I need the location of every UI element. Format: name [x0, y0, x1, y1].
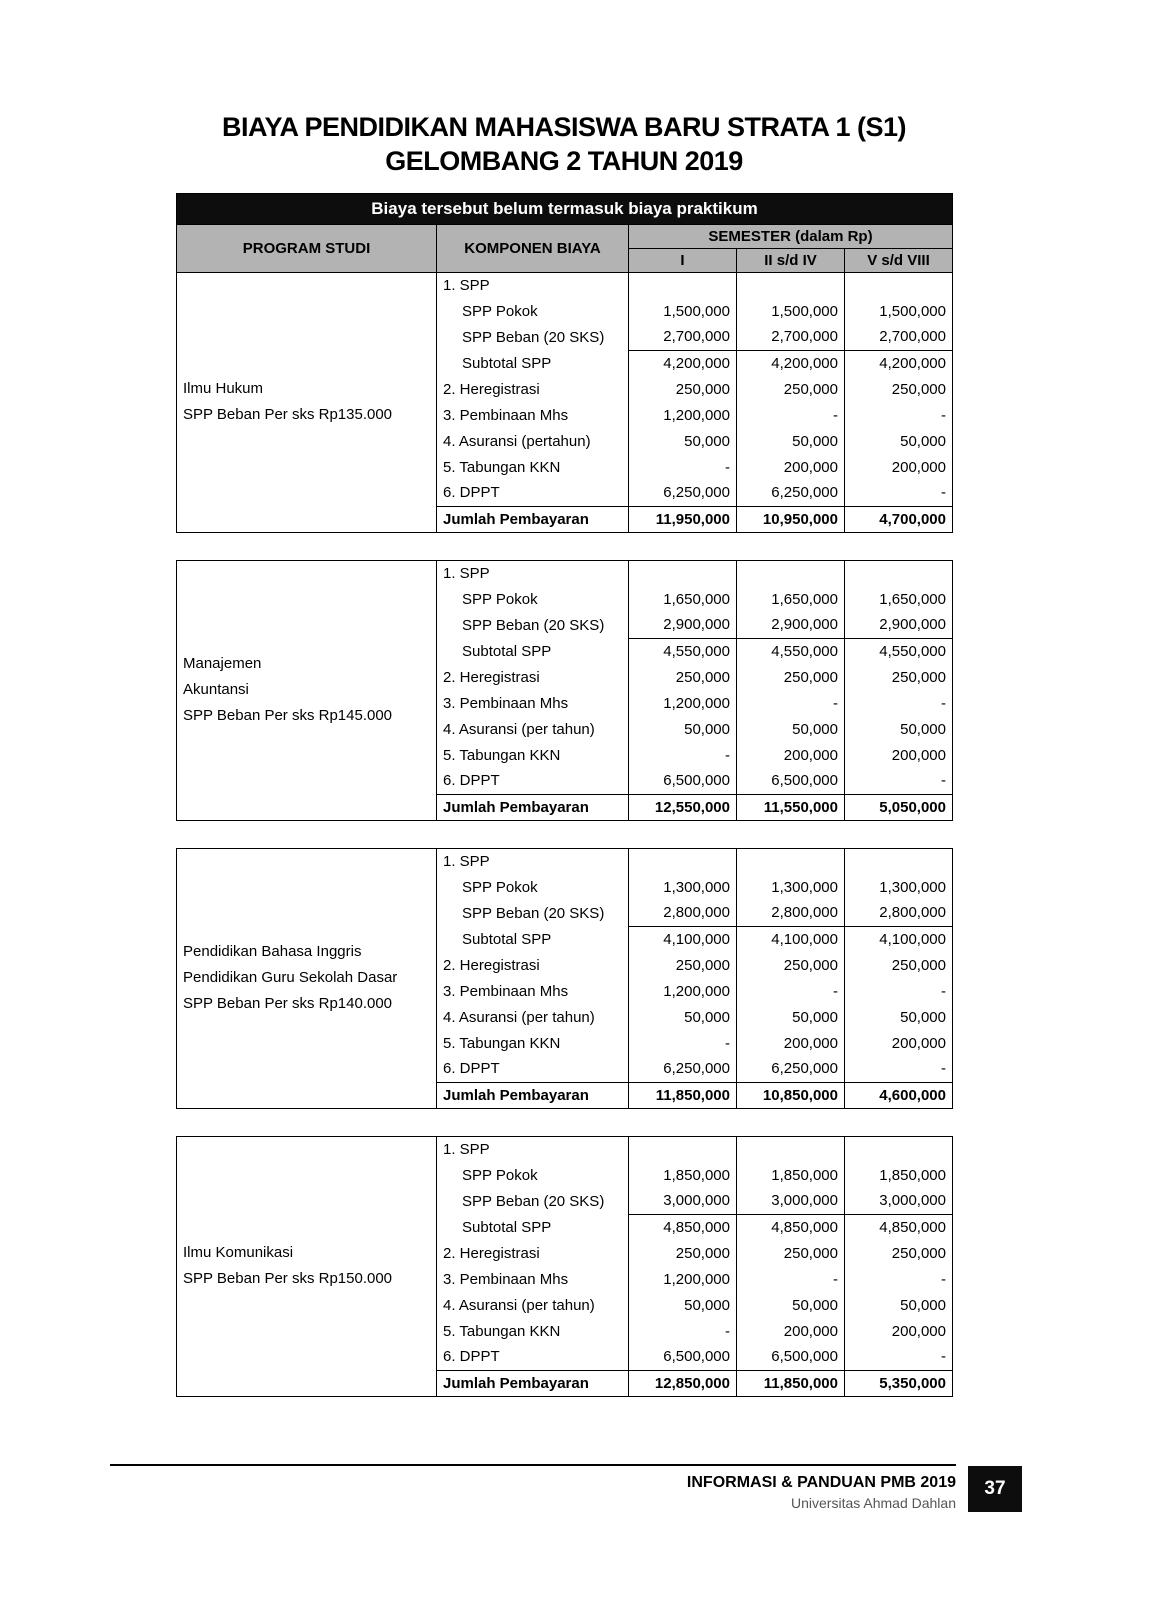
semester-value: [737, 272, 845, 298]
semester-value: -: [737, 690, 845, 716]
semester-value: -: [845, 768, 953, 794]
semester-value: 1,200,000: [629, 1266, 737, 1292]
semester-value: 12,550,000: [629, 794, 737, 820]
semester-value: 4,600,000: [845, 1082, 953, 1108]
semester-value: -: [629, 454, 737, 480]
semester-value: 250,000: [737, 952, 845, 978]
semester-value: 50,000: [629, 1004, 737, 1030]
semester-value: -: [629, 1030, 737, 1056]
komponen-label: Jumlah Pembayaran: [443, 510, 589, 528]
semester-value: -: [629, 742, 737, 768]
semester-value: [845, 560, 953, 586]
page-title: [176, 110, 952, 178]
program-name: Ilmu Komunikasi: [183, 1244, 294, 1261]
program-name: SPP Beban Per sks Rp150.000: [183, 1270, 393, 1287]
semester-value: 2,700,000: [629, 324, 737, 350]
komponen-label: SPP Pokok: [462, 1166, 538, 1184]
komponen-label: 3. Pembinaan Mhs: [443, 982, 569, 1000]
komponen-label: SPP Beban (20 SKS): [462, 328, 605, 346]
footer-divider: [110, 1464, 956, 1466]
semester-value: 50,000: [737, 428, 845, 454]
semester-value: 4,550,000: [737, 638, 845, 664]
semester-value: 1,200,000: [629, 978, 737, 1004]
semester-value: 250,000: [629, 376, 737, 402]
semester-value: [737, 560, 845, 586]
program-studi-cell: [177, 848, 437, 1108]
komponen-label: 5. Tabungan KKN: [443, 458, 561, 476]
page-title-line1: BIAYA PENDIDIKAN MAHASISWA BARU STRATA 1 (S1): [221, 112, 907, 142]
semester-value: 1,500,000: [845, 298, 953, 324]
komponen-label: 3. Pembinaan Mhs: [443, 1270, 569, 1288]
semester-value: 50,000: [737, 1292, 845, 1318]
semester-value: 6,250,000: [737, 1056, 845, 1082]
komponen-label: 1. SPP: [443, 852, 490, 870]
semester-value: 6,500,000: [629, 1344, 737, 1370]
semester-value: 3,000,000: [629, 1188, 737, 1214]
semester-value: 1,850,000: [845, 1162, 953, 1188]
komponen-label: 2. Heregistrasi: [443, 1244, 540, 1262]
semester-value: 2,900,000: [845, 612, 953, 638]
semester-value: 4,100,000: [845, 926, 953, 952]
page-title-line2: GELOMBANG 2 TAHUN 2019: [385, 146, 743, 176]
semester-value: [629, 272, 737, 298]
semester-value: 4,850,000: [629, 1214, 737, 1240]
fee-row: [177, 560, 953, 586]
semester-value: 1,200,000: [629, 690, 737, 716]
komponen-label: Subtotal SPP: [462, 1218, 552, 1236]
semester-value: 250,000: [629, 664, 737, 690]
semester-value: [737, 1136, 845, 1162]
semester-value: 6,250,000: [629, 1056, 737, 1082]
program-blocks: [176, 272, 952, 1397]
semester-value: 4,850,000: [845, 1214, 953, 1240]
table-banner: Biaya tersebut belum termasuk biaya praktikum: [177, 194, 953, 225]
semester-value: 2,900,000: [737, 612, 845, 638]
semester-value: 200,000: [845, 742, 953, 768]
komponen-label: 5. Tabungan KKN: [443, 746, 561, 764]
semester-value: -: [845, 1344, 953, 1370]
semester-value: [845, 272, 953, 298]
header-semester-group: SEMESTER (dalam Rp): [629, 225, 953, 249]
komponen-label: 6. DPPT: [437, 768, 629, 794]
program-studi-cell: [177, 272, 437, 532]
semester-value: -: [737, 978, 845, 1004]
semester-value: 4,100,000: [737, 926, 845, 952]
semester-value: 1,300,000: [737, 874, 845, 900]
semester-value: 50,000: [737, 716, 845, 742]
komponen-label: 1. SPP: [443, 276, 490, 294]
semester-value: 4,550,000: [845, 638, 953, 664]
semester-value: -: [845, 690, 953, 716]
semester-value: 12,850,000: [629, 1370, 737, 1396]
semester-value: 1,650,000: [845, 586, 953, 612]
semester-value: 50,000: [845, 428, 953, 454]
komponen-label: SPP Pokok: [462, 878, 538, 896]
semester-value: 50,000: [629, 1292, 737, 1318]
semester-value: 2,800,000: [845, 900, 953, 926]
semester-value: 2,900,000: [629, 612, 737, 638]
program-studi-cell: [177, 1136, 437, 1396]
semester-value: 200,000: [737, 1318, 845, 1344]
semester-value: [629, 1136, 737, 1162]
komponen-label: 3. Pembinaan Mhs: [443, 694, 569, 712]
semester-value: 200,000: [737, 742, 845, 768]
fee-row: [177, 272, 953, 298]
semester-value: [629, 848, 737, 874]
program-block: [176, 272, 953, 533]
semester-value: 250,000: [845, 1240, 953, 1266]
komponen-label: 6. DPPT: [437, 1056, 629, 1082]
komponen-label: Subtotal SPP: [462, 642, 552, 660]
komponen-label: 4. Asuransi (pertahun): [443, 432, 591, 450]
banner-row: [177, 194, 953, 225]
header-row: [177, 225, 953, 249]
semester-value: 3,000,000: [737, 1188, 845, 1214]
fee-row: [177, 848, 953, 874]
komponen-label: Jumlah Pembayaran: [443, 798, 589, 816]
komponen-label: Jumlah Pembayaran: [443, 1374, 589, 1392]
komponen-label: 2. Heregistrasi: [443, 956, 540, 974]
semester-value: 11,550,000: [737, 794, 845, 820]
semester-value: 50,000: [845, 1292, 953, 1318]
semester-value: 2,700,000: [845, 324, 953, 350]
semester-value: 1,500,000: [737, 298, 845, 324]
komponen-label: 5. Tabungan KKN: [443, 1322, 561, 1340]
semester-value: 250,000: [845, 664, 953, 690]
program-block: [176, 1136, 953, 1397]
page-number-badge: 37: [968, 1466, 1022, 1512]
semester-value: 2,800,000: [737, 900, 845, 926]
komponen-label: 3. Pembinaan Mhs: [443, 406, 569, 424]
semester-value: 1,500,000: [629, 298, 737, 324]
semester-value: 4,200,000: [737, 350, 845, 376]
komponen-label: 1. SPP: [443, 564, 490, 582]
semester-value: 6,250,000: [629, 480, 737, 506]
semester-value: 3,000,000: [845, 1188, 953, 1214]
semester-value: -: [737, 402, 845, 428]
semester-value: 11,950,000: [629, 506, 737, 532]
program-name: SPP Beban Per sks Rp140.000: [183, 995, 393, 1012]
komponen-label: Subtotal SPP: [462, 930, 552, 948]
semester-value: 4,700,000: [845, 506, 953, 532]
semester-value: 4,200,000: [629, 350, 737, 376]
komponen-label: SPP Beban (20 SKS): [462, 904, 605, 922]
semester-value: -: [845, 978, 953, 1004]
komponen-label: 2. Heregistrasi: [443, 380, 540, 398]
semester-value: [629, 560, 737, 586]
page-content: [176, 110, 952, 1397]
semester-value: 200,000: [845, 454, 953, 480]
semester-value: 1,300,000: [629, 874, 737, 900]
semester-value: 250,000: [737, 664, 845, 690]
footer-publication-title: INFORMASI & PANDUAN PMB 2019: [686, 1474, 956, 1491]
semester-value: -: [845, 1056, 953, 1082]
komponen-label: SPP Beban (20 SKS): [462, 1192, 605, 1210]
semester-value: 1,850,000: [737, 1162, 845, 1188]
semester-value: 6,500,000: [737, 768, 845, 794]
header-semester-2-4: II s/d IV: [737, 249, 845, 273]
fee-table-header: [176, 193, 953, 273]
semester-value: -: [629, 1318, 737, 1344]
semester-value: 50,000: [845, 1004, 953, 1030]
footer-university-name: Universitas Ahmad Dahlan: [791, 1495, 956, 1511]
semester-value: -: [845, 1266, 953, 1292]
program-block: [176, 560, 953, 821]
program-name: SPP Beban Per sks Rp135.000: [183, 406, 393, 423]
komponen-label: 2. Heregistrasi: [443, 668, 540, 686]
semester-value: 200,000: [845, 1318, 953, 1344]
program-block: [176, 848, 953, 1109]
fee-row: [177, 1136, 953, 1162]
program-studi-cell: [177, 560, 437, 820]
komponen-label: 6. DPPT: [437, 480, 629, 506]
semester-value: 250,000: [629, 952, 737, 978]
semester-value: 250,000: [737, 1240, 845, 1266]
komponen-label: 1. SPP: [443, 1140, 490, 1158]
program-name: Akuntansi: [183, 681, 249, 698]
semester-value: 5,050,000: [845, 794, 953, 820]
komponen-label: SPP Beban (20 SKS): [462, 616, 605, 634]
semester-value: [737, 848, 845, 874]
komponen-label: SPP Pokok: [462, 590, 538, 608]
semester-value: 4,850,000: [737, 1214, 845, 1240]
header-semester-5-8: V s/d VIII: [845, 249, 953, 273]
semester-value: -: [845, 402, 953, 428]
semester-value: 250,000: [845, 376, 953, 402]
header-semester-1: I: [629, 249, 737, 273]
semester-value: 2,700,000: [737, 324, 845, 350]
program-name: Pendidikan Bahasa Inggris: [183, 943, 362, 960]
semester-value: -: [845, 480, 953, 506]
semester-value: 50,000: [629, 428, 737, 454]
semester-value: 6,500,000: [629, 768, 737, 794]
header-komponen-biaya: KOMPONEN BIAYA: [437, 225, 629, 273]
semester-value: 2,800,000: [629, 900, 737, 926]
semester-value: 6,500,000: [737, 1344, 845, 1370]
semester-value: 200,000: [845, 1030, 953, 1056]
komponen-label: Jumlah Pembayaran: [443, 1086, 589, 1104]
semester-value: 200,000: [737, 454, 845, 480]
komponen-label: SPP Pokok: [462, 302, 538, 320]
header-program-studi: PROGRAM STUDI: [177, 225, 437, 273]
semester-value: [845, 848, 953, 874]
komponen-label: 4. Asuransi (per tahun): [443, 1008, 595, 1026]
program-name: SPP Beban Per sks Rp145.000: [183, 707, 393, 724]
semester-value: 5,350,000: [845, 1370, 953, 1396]
semester-value: 50,000: [629, 716, 737, 742]
semester-value: 1,650,000: [629, 586, 737, 612]
semester-value: 50,000: [845, 716, 953, 742]
semester-value: 250,000: [845, 952, 953, 978]
semester-value: 1,650,000: [737, 586, 845, 612]
semester-value: -: [737, 1266, 845, 1292]
footer: [400, 1474, 956, 1511]
semester-value: 1,850,000: [629, 1162, 737, 1188]
komponen-label: Subtotal SPP: [462, 354, 552, 372]
komponen-label: 4. Asuransi (per tahun): [443, 720, 595, 738]
semester-value: 4,550,000: [629, 638, 737, 664]
program-name: Manajemen: [183, 655, 262, 672]
semester-value: [845, 1136, 953, 1162]
komponen-label: 6. DPPT: [437, 1344, 629, 1370]
komponen-label: 5. Tabungan KKN: [443, 1034, 561, 1052]
semester-value: 11,850,000: [737, 1370, 845, 1396]
semester-value: 250,000: [629, 1240, 737, 1266]
semester-value: 11,850,000: [629, 1082, 737, 1108]
semester-value: 10,850,000: [737, 1082, 845, 1108]
semester-value: 250,000: [737, 376, 845, 402]
semester-value: 50,000: [737, 1004, 845, 1030]
program-name: Ilmu Hukum: [183, 380, 264, 397]
semester-value: 4,200,000: [845, 350, 953, 376]
semester-value: 1,300,000: [845, 874, 953, 900]
semester-value: 200,000: [737, 1030, 845, 1056]
program-name: Pendidikan Guru Sekolah Dasar: [183, 969, 398, 986]
semester-value: 10,950,000: [737, 506, 845, 532]
semester-value: 1,200,000: [629, 402, 737, 428]
semester-value: 4,100,000: [629, 926, 737, 952]
komponen-label: 4. Asuransi (per tahun): [443, 1296, 595, 1314]
semester-value: 6,250,000: [737, 480, 845, 506]
